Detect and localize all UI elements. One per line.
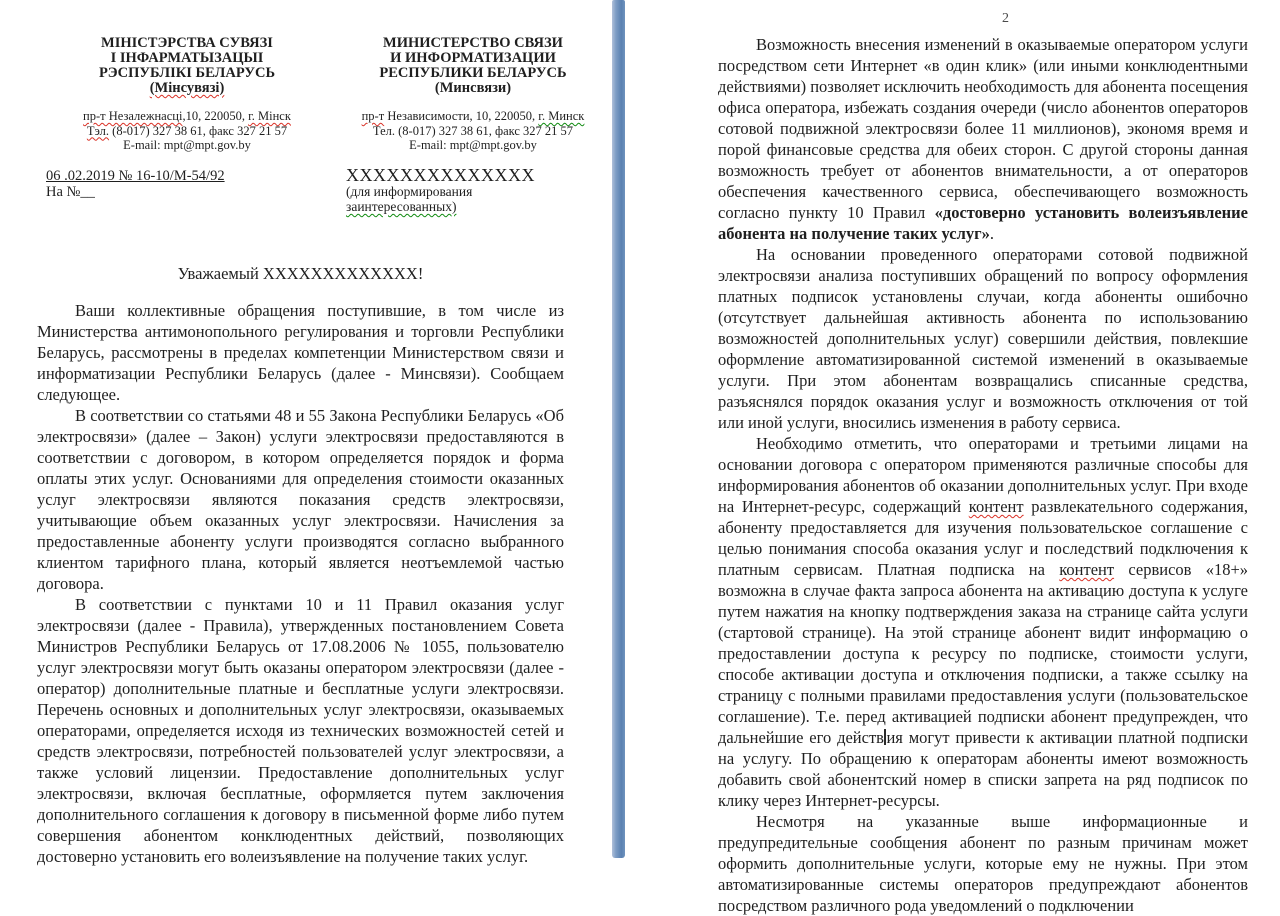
incoming-ref-label: На №__ — [46, 183, 95, 200]
letterhead — [0, 0, 612, 215]
letter-body-page2 — [718, 34, 1248, 916]
org-name-ru-line3: РЕСПУБЛИКИ БЕЛАРУСЬ — [379, 65, 567, 81]
email-by: E-mail: mpt@mpt.gov.by — [123, 138, 251, 152]
org-name-by-line3: РЭСПУБЛІКІ БЕЛАРУСЬ — [98, 65, 276, 81]
salutation: Уважаемый ХХХХХХХХХХХХХ! — [177, 263, 424, 283]
org-name-ru — [346, 36, 600, 96]
org-name-by-line2: І ІНФАРМАТЫЗАЦЫІ — [110, 50, 264, 66]
letterhead-belarusian — [46, 36, 328, 215]
bold-rule-quote: «достоверно установить волеизъявление абонента на получение таких услуг» — [718, 203, 1248, 243]
paragraph-1: Ваши коллективные обращения поступившие, в том числе из Министерства антимонопольного регулирования и торговли Республики Беларусь, рассмотрены в пределах компетенции Министерством связи и информатизации Республики Беларусь (далее - Минсвязи). Сообщаем следующее. — [37, 300, 564, 404]
org-shortname-ru: (Минсвязи) — [434, 80, 512, 96]
email-ru: E-mail: mpt@mpt.gov.by — [409, 138, 537, 152]
phone-by: Тэл. (8-017) 327 38 61, факс 327 21 57 — [86, 123, 288, 138]
letter-page-2 — [640, 0, 1280, 915]
letter-body-page1 — [37, 263, 564, 867]
org-name-by-line1: МІНІСТЭРСТВА СУВЯЗІ — [101, 35, 273, 51]
outgoing-ref-number: 06 .02.2019 № 16-10/М-54/92 — [46, 167, 225, 184]
page-number: 2 — [1002, 11, 1009, 26]
org-shortname-by: (Мінсувязі) — [149, 80, 225, 96]
paragraph-3: В соответствии с пунктами 10 и 11 Правил оказания услуг электросвязи (далее - Правила), утвержденных постановлением Совета Министров Республики Беларусь от 17.08.2006 № 1055, пользователю услуг электросвязи могут быть оказаны оператором электросвязи (далее - оператор) дополнительные платные и бесплатные услуги электросвязи. Перечень основных и дополнительных услуг электросвязи, оказываемых операторами, определяется исходя из технических возможностей сетей и средств электросвязи, потребностей пользователей услуг электросвязи, а также условий лицензии. Предоставление дополнительных услуг электросвязи, включая бесплатные, оформляется путем заключения дополнительного соглашения к договору в письменной форме либо путем совершения абонентом конклюдентных действий, позволяющих достоверно установить его волеизъявление на получение таких услуг. — [37, 594, 564, 866]
letter-page-1 — [0, 0, 612, 869]
org-name-ru-line2: И ИНФОРМАТИЗАЦИИ — [390, 50, 556, 66]
paragraph-2: В соответствии со статьями 48 и 55 Закона Республики Беларусь «Об электросвязи» (далее – Закон) услуги электросвязи предоставляются в соответствии с договором, в котором определяется порядок и форма оплаты этих услуг. Основаниями для определения стоимости оказанных услуг электросвязи являются показания средств электросвязи, учитывающие объем оказанных услуг электросвязи. Начисления за предоставленные абоненту услуги производятся согласно выбранного клиентом тарифного плана, который является неотъемлемой частью договора. — [37, 405, 564, 593]
contact-block-by — [46, 109, 328, 153]
addressee-block — [346, 166, 600, 215]
org-name-ru-line1: МИНИСТЕРСТВО СВЯЗИ — [383, 35, 563, 51]
org-name-by — [46, 36, 328, 96]
address-ru: пр-т Независимости, 10, 220050, г. Минск — [361, 109, 585, 123]
paragraph-6: Необходимо отметить, что операторами и третьими лицами на основании договора с оператором применяются различные способы для информирования абонентов об оказании дополнительных услуг. При входе на Интернет-ресурс, содержащий контент развлекательного содержания, абоненту предоставляется для изучения пользовательское соглашение с целью понимания способа оказания услуг и последствий подключения к платным сервисам. Платная подписка на контент сервисов «18+» возможна в случае факта запроса абонента на активацию доступа к услуге путем нажатия на кнопку подтверждения заказа на странице сайта услуги (стартовой странице). На этой странице абонент видит информацию о предоставлении доступа к ресурсу по подписке, стоимости услуги, способе активации доступа и отключения подписки, а также ссылку на страницу с полными правилами предоставления услуги (пользовательское соглашение). Т.е. перед активацией подписки абонент предупрежден, что дальнейшие его действ ия могут привести к активации платной подписки на услугу. По обращению к операторам абоненты имеют возможность добавить свой абонентский номер в списки запрета на ряд подписок по клику через Интернет-ресурсы. — [718, 434, 1249, 810]
letterhead-russian — [346, 36, 600, 215]
spellchecked-word: контент — [968, 497, 1024, 516]
paragraph-7: Несмотря на указанные выше информационные и предупредительные сообщения абонент по разным причинам может оформить дополнительные услуги, которые ему не нужны. При этом автоматизированные системы операторов предупреждают абонентов посредством различного рода уведомлений о подключении — [718, 812, 1248, 915]
vertical-scrollbar-thumb[interactable] — [612, 0, 625, 858]
address-by: пр-т Незалежнасці,10, 220050, г. Мінск — [83, 109, 291, 123]
addressee-note-line1: (для информирования — [346, 183, 473, 199]
paragraph-5: На основании проведенного операторами сотовой подвижной электросвязи анализа поступивших обращений по вопросу оформления платных подписок установлены случаи, когда абоненты ошибочно (отсутствует дальнейшая активность абонента по использованию возможностей дополнительных услуг) совершили действия, повлекшие оформление автоматизированной системой изменений в оказываемые услуги. При этом абонентам возвращались списанные средства, разъяснялся порядок оказания услуг и возможность отключения от той или иной услуги, вносились изменения в работу сервиса. — [718, 245, 1248, 432]
contact-block-ru — [346, 109, 600, 153]
spellchecked-word: контент — [1059, 560, 1115, 579]
phone-ru: Тел. (8-017) 327 38 61, факс 327 21 57 — [372, 123, 574, 138]
paragraph-4: Возможность внесения изменений в оказываемые оператором услуги посредством сети Интернет «в один клик» (или иными конклюдентными действиями) позволяет исключить необходимость для абонента посещения офиса оператора, избежать создания очереди (число абонентов операторов сотовой подвижной электросвязи более 11 миллионов), экономя время и порой финансовые средства для обеих сторон. С другой стороны данная возможность требует от абонентов внимательности, а от операторов обеспечения качественного сервиса, обеспечивающего возможность согласно пункту 10 Правил «достоверно установить волеизъявление абонента на получение таких услуг». — [718, 35, 1248, 243]
reference-block — [46, 168, 328, 200]
addressee-note-line2: заинтересованных) — [346, 199, 457, 214]
addressee-placeholder: ХХХХХХХХХХХХХХ — [346, 164, 535, 185]
